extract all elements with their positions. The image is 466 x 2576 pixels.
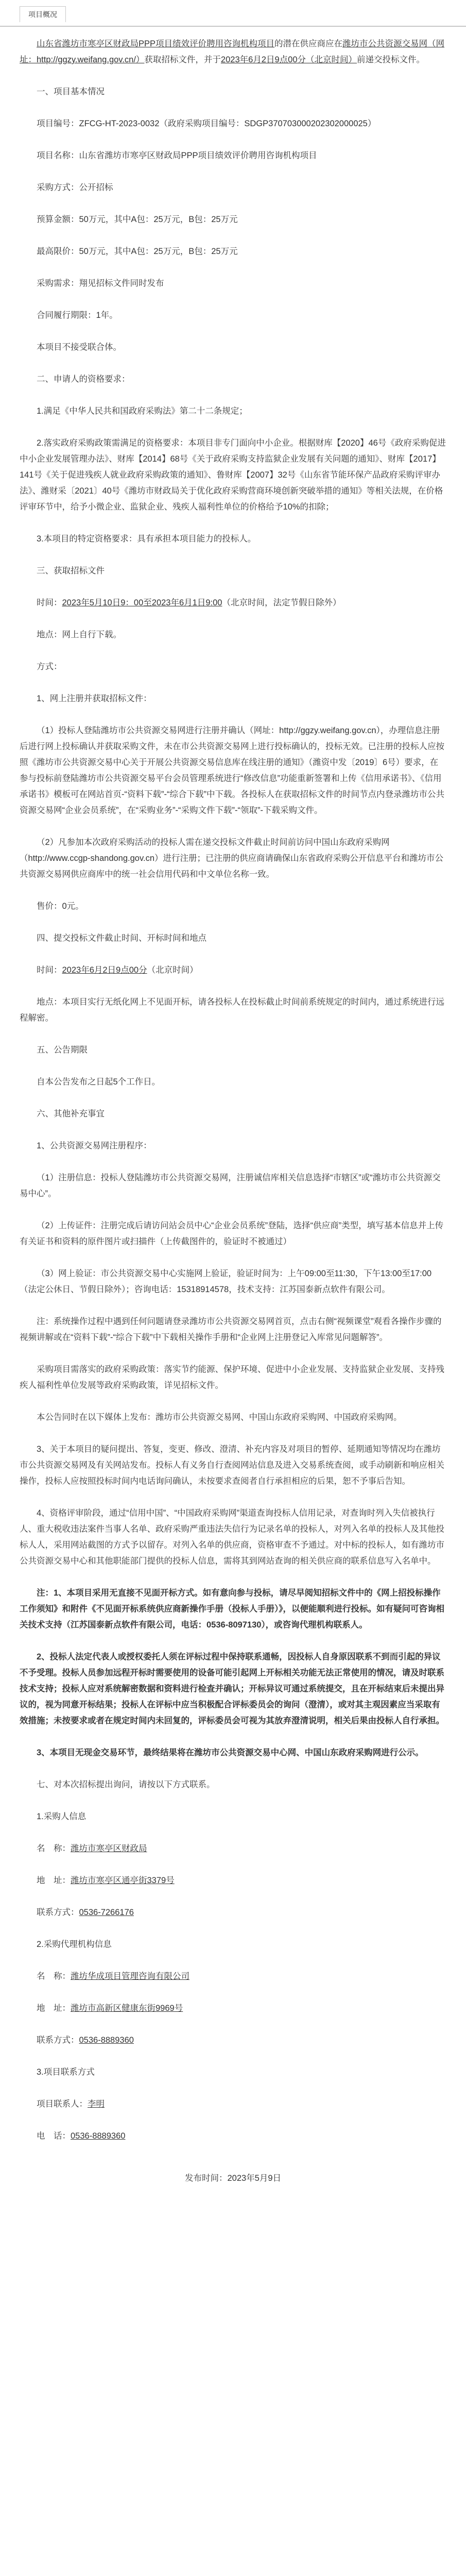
overview-site-link[interactable]: 潍坊市公共资源交易网（网址：http://ggzy.weifang.gov.cn/） [20, 39, 445, 64]
document-price: 售价：0元。 [37, 902, 84, 911]
contact-phone: 0536-8889360 [71, 2131, 126, 2141]
contact-person-line [20, 2096, 446, 2112]
bid-deadline-value: 2023年6月2日9点00分 [62, 965, 147, 975]
important-note-2: 2、投标人法定代表人或授权委托人须在评标过程中保持联系通畅，因投标人自身原因联系不到而引起的异议不予受理。投标人员参加远程开标时需要使用的设备可能引起网上开标相关功能无法正常使用的情况，请及时联系技术支持；投标人应对系统解密数据和资料进行检查并确认；开标异议可通过系统提交，且在开标结束后未提出异议的，视为同意开标结果；投标人在评标中应当积极配合评标委员会的询问（澄清），或对其主观因素应当采取有效措施；未按要求或者在规定时间内未回复的，评标委员会可视为其放弃澄清说明，相关后果由投标人自行承担。 [20, 1652, 444, 1725]
bid-place: 地点：本项目实行无纸化网上不见面开标，请各投标人在投标截止时间前系统规定的时间内，通过系统进行远程解密。 [20, 997, 444, 1023]
contact-person: 李明 [88, 2099, 105, 2109]
notice-period: 自本公告发布之日起5个工作日。 [37, 1077, 161, 1087]
agency-address: 潍坊市高新区健康东街9969号 [71, 2004, 183, 2013]
qualification-item-1: 1.满足《中华人民共和国政府采购法》第二十二条规定； [37, 406, 248, 416]
tab-bar [0, 0, 466, 27]
buyer-address: 潍坊市寒亭区通亭街3379号 [71, 1876, 175, 1885]
contract-period: 合同履行期限：1年。 [37, 311, 118, 320]
clarification-note: 3、关于本项目的疑问提出、答复，变更、修改、澄清、补充内容及对项目的暂停、延期通知等情况均在潍坊市公共资源交易网及有关网站发布。投标人有义务自行查阅网站信息及进入交易系统查阅，或手动刷新和响应相关操作，投标人应按照投标时间内电话询问确认，未按要求查阅者自行承担相应的后果，恕不予事后告知。 [20, 1445, 444, 1486]
agency-name: 潍坊华成项目管理咨询有限公司 [71, 1972, 189, 1981]
agency-name-line [20, 1969, 446, 1985]
important-note-1: 注：1、本项目采用无直接不见面开标方式。如有意向参与投标，请尽早阅知招标文件中的《网上招投标操作工作须知》和附件《不见面开标系统供应商新操作手册（投标人手册）》，以便能顺利进行投标。如有疑问可咨询相关技术支持（江苏国泰新点软件有限公司，电话：0536-8097130），或咨询代理机构联系人。 [20, 1588, 444, 1630]
qualification-item-3: 3.本项目的特定资格要求：具有承担本项目能力的投标人。 [37, 534, 256, 544]
registration-title: 1、公共资源交易网注册程序： [37, 1141, 152, 1150]
registration-step-3: （3）网上验证：市公共资源交易中心实施网上验证，验证时间为：上午09:00至11:30，下午13:00至17:00（法定公休日、节假日除外）；咨询电话：15318914578，技术支持：江苏国泰新点软件有限公司。 [20, 1269, 432, 1294]
label-text: 地 址： [37, 2004, 71, 2013]
section3-title: 三、获取招标文件 [37, 566, 105, 575]
qualification-item-2: 2.落实政府采购政策需满足的资格要求：本项目非专门面向中小企业。根据财库【2020】46号《政府采购促进中小企业发展管理办法》、财库【2014】68号《关于政府采购支持监狱企业发展有关问题的通知》、财库【2017】141号《关于促进残疾人就业政府采购政策的通知》、鲁财库【2007】32号《山东省节能环保产品政府采购评审办法》、潍财采〔2021〕40号《潍坊市财政局关于优化政府采购营商环境创新突破举措的通知》等相关法规，在价格评审环节中，给予小微企业、监狱企业、残疾人福利性单位的价格给予10%的扣除； [20, 438, 446, 512]
credit-check-note: 4、资格评审阶段，通过“信用中国”、“中国政府采购网”渠道查询投标人信用记录，对查询时列入失信被执行人、重大税收违法案件当事人名单、政府采购严重违法失信行为记录名单的投标人，对列入名单的投标人及其他投标人人，采用网站截图的方式予以留存。对列入名单的供应商，资格审查不予通过。对中标的投标人，如有潍坊市公共资源交易中心和其他职能部门提供的投标人信息，需将其到网站查询的相关供应商的联系信息写入名单中。 [20, 1509, 444, 1566]
label-text: 时间： [37, 598, 62, 607]
project-name: 项目名称：山东省潍坊市寒亭区财政局PPP项目绩效评价聘用咨询机构项目 [37, 151, 317, 160]
overview-paragraph [20, 36, 446, 68]
label-text: （北京时间） [147, 965, 198, 975]
overview-deadline: 2023年6月2日9点00分（北京时间） [220, 55, 357, 64]
label-text: 名 称： [37, 1972, 71, 1981]
bid-deadline [20, 962, 446, 978]
register-step-2: （2）凡参加本次政府采购活动的投标人需在递交投标文件截止时间前访问中国山东政府采购网（http://www.ccgp-shandong.gov.cn）进行注册；已注册的供应商请确保山东省政府采购公开信息平台和潍坊市公共资源交易网供应商库中的统一社会信用代码和中文单位名称一致。 [20, 838, 444, 879]
overview-text: 的潜在供应商应在 [274, 39, 343, 48]
label-text: 联系方式： [37, 2036, 79, 2045]
registration-note: 注：系统操作过程中遇到任何问题请登录潍坊市公共资源交易网首页，点击右侧“视频课堂”观看各操作步骤的视频讲解或在“资料下载”-“综合下载”中下载相关操作手册和“企业网上注册登记入库常见问题解答”。 [20, 1317, 442, 1342]
procurement-method: 采购方式：公开招标 [37, 183, 113, 192]
publish-media: 本公告同时在以下媒体上发布：潍坊市公共资源交易网、中国山东政府采购网、中国政府采购网。 [37, 1413, 402, 1422]
section4-title: 四、提交投标文件截止时间、开标时间和地点 [37, 934, 206, 943]
buyer-address-line [20, 1873, 446, 1889]
procurement-policy: 采购项目需落实的政府采购政策：落实节约能源、保护环境、促进中小企业发展、支持监狱企业发展、支持残疾人福利性单位发展等政府采购政策，详见招标文件。 [20, 1365, 444, 1390]
section5-title: 五、公告期限 [37, 1045, 88, 1055]
overview-project-name: 山东省潍坊市寒亭区财政局PPP项目绩效评价聘用咨询机构项目 [37, 39, 275, 48]
consortium-note: 本项目不接受联合体。 [37, 343, 122, 352]
agency-info-title: 2.采购代理机构信息 [37, 1940, 112, 1949]
important-note-3: 3、本项目无现金交易环节，最终结果将在潍坊市公共资源交易中心网、中国山东政府采购网进行公示。 [37, 1748, 424, 1757]
label-text: （北京时间，法定节假日除外） [222, 598, 341, 607]
buyer-phone: 0536-7266176 [79, 1908, 134, 1917]
section6-title: 六、其他补充事宜 [37, 1109, 105, 1118]
label-text: 联系方式： [37, 1908, 79, 1917]
document-way: 方式： [37, 662, 62, 671]
document-place: 地点：网上自行下载。 [37, 630, 122, 639]
section1-title: 一、项目基本情况 [37, 87, 105, 96]
budget-amount: 预算金额：50万元，其中A包：25万元，B包：25万元 [37, 215, 238, 224]
buyer-name-line [20, 1841, 446, 1857]
section2-title: 二、申请人的资格要求： [37, 375, 130, 384]
label-text: 地 址： [37, 1876, 71, 1885]
document-time-value: 2023年5月10日9：00至2023年6月1日9:00 [62, 598, 222, 607]
procurement-requirement: 采购需求：翔见招标文件同时发布 [37, 279, 164, 288]
agency-address-line [20, 2001, 446, 2016]
registration-step-2: （2）上传证件：注册完成后请访问站会员中心“企业会员系统”登陆，选择“供应商”类型，填写基本信息并上传有关证书和资料的原件图片或扫描件（上传截图件的，验证时不被通过） [20, 1221, 444, 1246]
agency-phone: 0536-8889360 [79, 2036, 134, 2045]
buyer-info-title: 1.采购人信息 [37, 1812, 87, 1821]
project-contact-title: 3.项目联系方式 [37, 2067, 95, 2077]
label-text: 电 话： [37, 2131, 71, 2141]
tab-project-overview[interactable]: 项目概况 [20, 6, 66, 22]
project-number: 项目编号：ZFCG-HT-2023-0032（政府采购项目编号：SDGP370703000202302000025） [37, 119, 376, 128]
max-price: 最高限价：50万元，其中A包：25万元，B包：25万元 [37, 247, 238, 256]
document-time [20, 595, 446, 611]
online-register-title: 1、网上注册并获取招标文件： [37, 694, 152, 703]
register-step-1: （1）投标人登陆潍坊市公共资源交易网进行注册并确认（网址：http://ggzy.weifang.gov.cn），办理信息注册后进行网上投标确认并获取采购文件，未在市公共资源交易网上进行投标确认的，投标无效。已注册的投标人应按照《潍坊市公共资源交易中心关于开展公共资源交易信息库在线注册的通知》（潍资中发〔2019〕6号）要求，在参与投标前登陆潍坊市公共资源交易平台会员管理系统进行“修改信息”功能重新签署和上传《信用承诺书》、《信用承诺书》模板可在网站首页-“资料下载”-“综合下载”中下载。各投标人在获取招标文件的时间节点内登录潍坊市公共资源交易网“企业会员系统”，在“采购业务”-“采购文件下载”-“领取”-下载采购文件。 [20, 726, 444, 815]
overview-text: 前递交投标文件。 [357, 55, 425, 64]
buyer-name: 潍坊市寒亭区财政局 [71, 1844, 147, 1853]
section7-title: 七、对本次招标提出询问，请按以下方式联系。 [37, 1780, 215, 1789]
label-text: 名 称： [37, 1844, 71, 1853]
announcement-body [20, 36, 446, 2187]
registration-step-1: （1）注册信息：投标人登陆潍坊市公共资源交易网，注册诚信库相关信息选择“市辖区”或“潍坊市公共资源交易中心”。 [20, 1173, 441, 1198]
label-text: 项目联系人： [37, 2099, 88, 2109]
buyer-phone-line [20, 1905, 446, 1921]
agency-phone-line [20, 2032, 446, 2048]
publish-date: 发布时间：2023年5月9日 [184, 2174, 282, 2183]
contact-phone-line [20, 2128, 446, 2144]
overview-text: 获取招标文件，并于 [144, 55, 221, 64]
label-text: 时间： [37, 965, 62, 975]
